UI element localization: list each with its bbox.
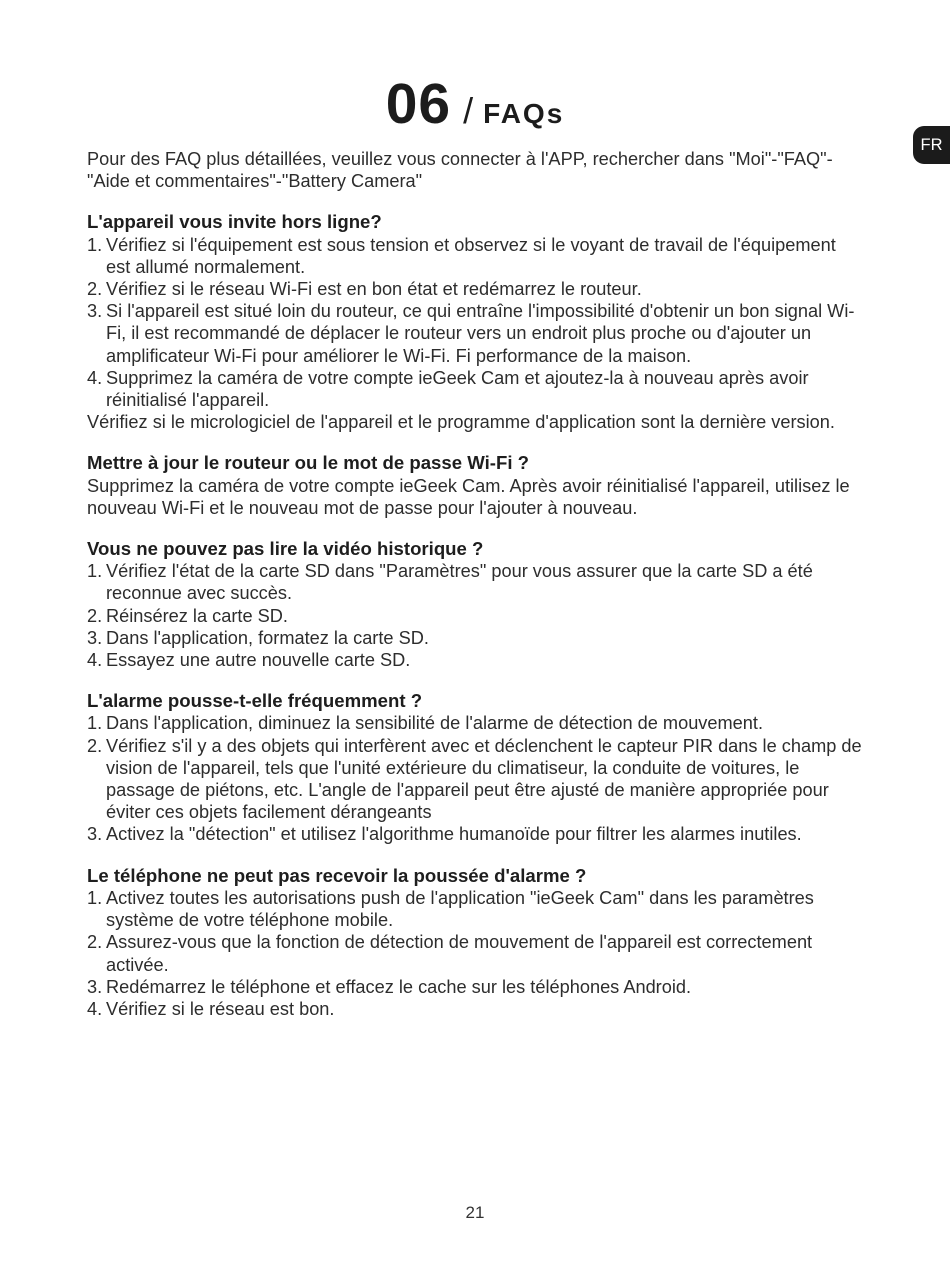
chapter-number: 06 (385, 72, 452, 136)
faq-footer-note: Vérifiez si le micrologiciel de l'appareil et le programme d'application sont la dernière version. (87, 412, 835, 433)
faq-answer-item (87, 976, 865, 998)
faq-answer-item (87, 367, 865, 411)
item-text: Activez la "détection" et utilisez l'algorithme humanoïde pour filtrer les alarmes inutiles. (106, 824, 802, 845)
item-number: 3. (87, 301, 103, 322)
item-text: Si l'appareil est situé loin du routeur, ce qui entraîne l'impossibilité d'obtenir un bon signal Wi-Fi, il est recommandé de déplacer le routeur vers un endroit plus proche ou d'ajouter un amplificateur Wi-Fi pour améliorer le Wi-Fi. Fi performance de la maison. (106, 301, 855, 366)
item-text: Vérifiez s'il y a des objets qui interfèrent avec et déclenchent le capteur PIR dans le champ de vision de l'appareil, tels que l'unité extérieure du climatiseur, la conduite de voitures, le passage de piétons, etc. L'angle de l'appareil peut être ajusté de manière appropriée pour éviter ces objets facilement dérangeants (106, 735, 862, 823)
item-text: Assurez-vous que la fonction de détection de mouvement de l'appareil est correctement activée. (106, 932, 813, 975)
faq-section-update-router (87, 452, 865, 519)
faq-answer-item (87, 712, 865, 734)
item-number: 3. (87, 627, 103, 648)
faq-answer-item (87, 887, 865, 931)
faq-answer-item (87, 823, 865, 845)
item-number: 1. (87, 561, 103, 582)
faq-question: Vous ne pouvez pas lire la vidéo historique ? (87, 538, 484, 560)
item-number: 4. (87, 998, 103, 1019)
faq-question: Mettre à jour le routeur ou le mot de passe Wi-Fi ? (87, 452, 530, 474)
item-text: Activez toutes les autorisations push de l'application "ieGeek Cam" dans les paramètres système de votre téléphone mobile. (106, 887, 814, 931)
item-number: 3. (87, 824, 103, 845)
faq-section-no-push (87, 865, 865, 1020)
item-text: Vérifiez si le réseau est bon. (106, 998, 335, 1019)
faq-answer-item (87, 998, 865, 1020)
faq-question: Le téléphone ne peut pas recevoir la poussée d'alarme ? (87, 864, 587, 886)
item-number: 1. (87, 234, 103, 255)
item-text: Vérifiez si le réseau Wi-Fi est en bon état et redémarrez le routeur. (106, 279, 642, 300)
faq-answer-item (87, 300, 865, 367)
item-number: 4. (87, 367, 103, 388)
chapter-title: FAQs (483, 98, 565, 129)
faq-section-device-offline (87, 211, 865, 433)
chapter-header (0, 74, 950, 134)
item-number: 4. (87, 650, 103, 671)
faq-answer-item (87, 735, 865, 824)
item-number: 2. (87, 605, 103, 626)
intro-paragraph: Pour des FAQ plus détaillées, veuillez vous connecter à l'APP, rechercher dans "Moi"-"FAQ"-"Aide et commentaires"-"Battery Camera" (87, 149, 833, 192)
item-number: 3. (87, 976, 103, 997)
faq-question: L'appareil vous invite hors ligne? (87, 211, 382, 233)
faq-section-frequent-alarm (87, 690, 865, 845)
chapter-separator: / (463, 90, 474, 131)
item-text: Réinsérez la carte SD. (106, 605, 288, 626)
item-number: 2. (87, 735, 103, 756)
faq-section-history-video (87, 538, 865, 671)
faq-answer-item (87, 931, 865, 975)
faq-answer-item (87, 278, 865, 300)
item-text: Dans l'application, diminuez la sensibilité de l'alarme de détection de mouvement. (106, 713, 764, 734)
item-text: Vérifiez si l'équipement est sous tension et observez si le voyant de travail de l'équipement est allumé normalement. (106, 234, 836, 277)
item-number: 1. (87, 713, 103, 734)
item-text: Redémarrez le téléphone et effacez le cache sur les téléphones Android. (106, 976, 692, 997)
faq-answer-item (87, 649, 865, 671)
item-number: 2. (87, 279, 103, 300)
page-footer (0, 1203, 950, 1223)
language-tag: FR (913, 126, 950, 164)
faq-answer-paragraph: Supprimez la caméra de votre compte ieGeek Cam. Après avoir réinitialisé l'appareil, utilisez le nouveau Wi-Fi et le nouveau mot de passe pour l'ajouter à nouveau. (87, 475, 850, 518)
page-number: 21 (465, 1203, 485, 1222)
item-text: Supprimez la caméra de votre compte ieGeek Cam et ajoutez-la à nouveau après avoir réinitialisé l'appareil. (106, 367, 809, 411)
faq-answer-item (87, 560, 865, 604)
item-number: 1. (87, 887, 103, 908)
faq-answer-item (87, 605, 865, 627)
item-text: Vérifiez l'état de la carte SD dans "Paramètres" pour vous assurer que la carte SD a été reconnue avec succès. (106, 561, 813, 604)
item-text: Dans l'application, formatez la carte SD. (106, 627, 429, 648)
item-number: 2. (87, 932, 103, 953)
faq-question: L'alarme pousse-t-elle fréquemment ? (87, 690, 423, 712)
faq-answer-item (87, 234, 865, 278)
faq-answer-item (87, 627, 865, 649)
faq-content (87, 148, 865, 1020)
item-text: Essayez une autre nouvelle carte SD. (106, 650, 411, 671)
